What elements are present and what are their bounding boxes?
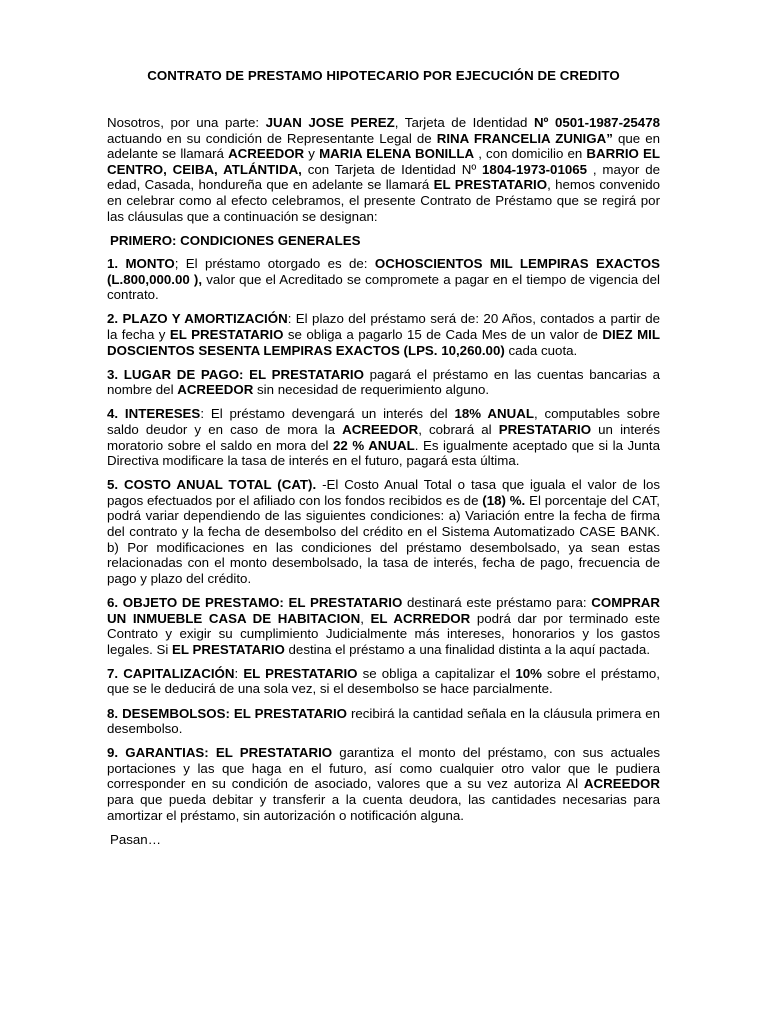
text-run: para que pueda debitar y transferir a la cuenta deudora, las cantidades necesarias para amortizar el préstamo, sin autorización o notificación alguna. [107, 791, 660, 823]
bold-text-run: ACREEDOR [583, 776, 660, 792]
bold-text-run: 10% [515, 665, 542, 681]
text-run: El porcentaje del CAT, podrá variar dependiendo de las siguientes condiciones: a) Variación entre la fecha de firma del contrato y la fecha de desembolso del crédito en el Sistema Automatizado CASE BANK. b) Por modificaciones en las condiciones del préstamo desembolsado, ya sean estas relacionadas con el monto desembolsado, la tasa de interés, fecha de pago, frecuencia de pago y plazo del crédito. [107, 492, 660, 586]
clause-7-capitalizacion [107, 666, 660, 697]
text-run: destina el préstamo a una finalidad distinta a la aquí pactada. [284, 641, 651, 657]
text-run: , hemos convenido en celebrar como al efecto celebramos, el presente Contrato de Préstamo que se regirá por las cláusulas que a continuación se designan: [107, 177, 660, 224]
text-run: que en adelante se llamará [107, 130, 660, 162]
text-run: con Tarjeta de Identidad Nº [301, 161, 483, 177]
text-run: un interés moratorio sobre el saldo en mora del [107, 422, 660, 453]
text-run: cada cuota. [504, 342, 578, 358]
bold-text-run: Nº 0501-1987-25478 [533, 115, 660, 130]
text-run: , con domicilio en [474, 146, 587, 162]
bold-text-run: ACREEDOR [228, 146, 305, 162]
bold-text-run: JUAN JOSE PEREZ [265, 115, 395, 130]
text-run: destinará este préstamo para: [402, 594, 592, 610]
bold-text-run: MARIA ELENA BONILLA [319, 146, 475, 162]
text-run: recibirá la cantidad señala en la cláusula primera en desembolso. [107, 705, 660, 737]
section-heading: PRIMERO: CONDICIONES GENERALES [110, 232, 361, 248]
bold-text-run: PRESTATARIO [498, 422, 592, 437]
bold-text-run: COMPRAR UN INMUEBLE CASA DE HABITACION [107, 594, 660, 626]
text-run: garantiza el monto del préstamo, con sus actuales portaciones y las que haga en el futuro, así como cualquier otro valor que le pudiera corresponder en su condición de asociado, valores que a su vez autoriza Al [107, 745, 660, 792]
bold-text-run: BARRIO EL CENTRO, CEIBA, ATLÁNTIDA, [107, 146, 660, 177]
text-run: , Tarjeta de Identidad [394, 115, 534, 130]
bold-text-run: 1804-1973-01065 [482, 161, 588, 177]
bold-text-run: ACREEDOR [342, 422, 419, 437]
text-run: , [360, 610, 371, 626]
bold-text-run: (18) %. [482, 492, 526, 508]
clause-3-lugar-de-pago [107, 367, 660, 398]
text-run: Nosotros, por una parte: [107, 115, 266, 130]
text-run: , cobrará al [418, 422, 499, 437]
clause-5-costo-anual [107, 477, 660, 586]
bold-text-run: EL ACRREDOR [370, 610, 471, 626]
bold-text-run: DIEZ MIL DOSCIENTOS SESENTA LEMPIRAS EXACTOS (LPS. 10,260.00) [107, 327, 660, 358]
text-run: . Es igualmente aceptado que si la Junta Directiva modificare la tasa de interés en el futuro, pagará esta última. [107, 437, 661, 469]
intro-paragraph [107, 115, 660, 224]
text-run: valor que el Acreditado se compromete a pagar en el tiempo de vigencia del contrato. [107, 271, 660, 303]
bold-text-run: EL PRESTATARIO [172, 641, 285, 657]
bold-text-run: EL PRESTATARIO [169, 327, 284, 343]
text-run: pagará el préstamo en las cuentas bancarias a nombre del [107, 366, 660, 398]
text-run: podrá dar por terminado este Contrato y exigir su cumplimiento Judicialmente más intereses, honorarios y los gastos legales. Si [107, 610, 661, 657]
text-run: : El préstamo devengará un interés del [200, 406, 455, 422]
text-run: sobre el préstamo, que se le deducirá de una sola vez, si el desembolso se hace parcialmente. [107, 665, 660, 697]
clause-1-monto [107, 256, 660, 303]
bold-text-run: RINA FRANCELIA ZUNIGA” [436, 130, 613, 146]
text-run: , computables sobre saldo deudor y en caso de mora la [107, 406, 660, 437]
bold-text-run: EL PRESTATARIO [243, 665, 358, 681]
clause-6-objeto [107, 595, 660, 657]
bold-text-run: 3. LUGAR DE PAGO: EL PRESTATARIO [107, 366, 364, 382]
clause-4-intereses [107, 406, 660, 468]
bold-text-run: 22 % ANUAL [333, 437, 415, 453]
bold-text-run: 18% ANUAL [454, 406, 534, 422]
text-run: : El plazo del préstamo será de: 20 Años, contados a partir de la fecha y [107, 311, 660, 343]
clause-2-plazo [107, 311, 660, 358]
text-run: se obliga a capitalizar el [357, 665, 516, 681]
text-run: ; El préstamo otorgado es de: [174, 256, 375, 272]
text-run: se obliga a pagarlo 15 de Cada Mes de un valor de [283, 327, 603, 343]
text-run: -El Costo Anual Total o tasa que iguala el valor de los pagos efectuados por el afiliado con los fondos recibidos es de [107, 477, 660, 508]
bold-text-run: ACREEDOR [177, 382, 254, 398]
document-title: CONTRATO DE PRESTAMO HIPOTECARIO POR EJECUCIÓN DE CREDITO [147, 68, 620, 83]
continuation-note: Pasan… [110, 831, 161, 847]
text-run: y [304, 146, 320, 162]
text-run: , mayor de edad, Casada, hondureña que en adelante se llamará [107, 161, 660, 193]
bold-text-run: EL PRESTATARIO [433, 177, 548, 193]
bold-text-run: 9. GARANTIAS: EL PRESTATARIO [107, 745, 333, 761]
text-run: : [234, 665, 244, 681]
clause-9-garantias [107, 745, 660, 823]
text-run: sin necesidad de requerimiento alguno. [253, 382, 490, 398]
bold-text-run: 2. PLAZO Y AMORTIZACIÓN [107, 311, 288, 327]
bold-text-run: 5. COSTO ANUAL TOTAL (CAT). [107, 477, 317, 493]
bold-text-run: 8. DESEMBOLSOS: EL PRESTATARIO [107, 705, 347, 721]
clause-8-desembolsos [107, 706, 660, 737]
bold-text-run: 6. OBJETO DE PRESTAMO: EL PRESTATARIO [107, 594, 403, 610]
bold-text-run: 1. MONTO [107, 256, 175, 272]
bold-text-run: 4. INTERESES [107, 406, 201, 422]
text-run: actuando en su condición de Representante Legal de [107, 130, 437, 146]
bold-text-run: 7. CAPITALIZACIÓN [107, 665, 235, 681]
bold-text-run: OCHOSCIENTOS MIL LEMPIRAS EXACTOS (L.800,000.00 ), [107, 256, 660, 287]
